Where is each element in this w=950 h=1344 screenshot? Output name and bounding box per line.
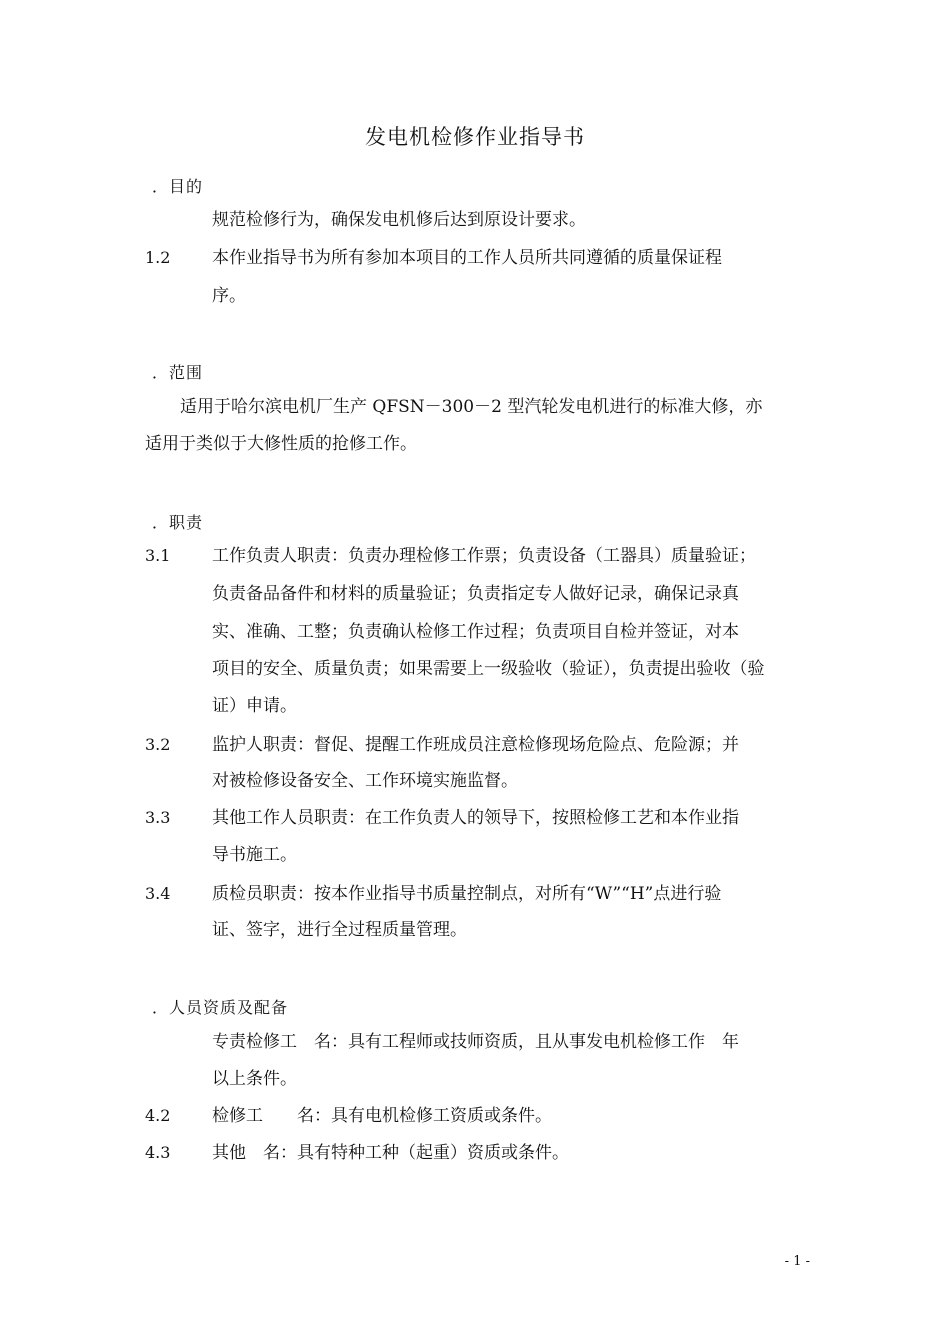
purpose-item-1-2-line-2: 序。 bbox=[212, 286, 246, 306]
duty-3-1-line-3: 实、准确、工整；负责确认检修工作过程；负责项目自检并签证，对本 bbox=[212, 622, 739, 642]
section-heading-purpose: ．目的 bbox=[152, 177, 204, 196]
duty-3-4-line-2: 证、签字，进行全过程质量管理。 bbox=[212, 920, 467, 940]
item-number-3-1: 3.1 bbox=[145, 546, 171, 565]
duty-3-2-line-1: 监护人职责：督促、提醒工作班成员注意检修现场危险点、危险源；并 bbox=[212, 735, 739, 755]
personnel-item-1-line-2: 以上条件。 bbox=[212, 1069, 297, 1089]
purpose-paragraph-1: 规范检修行为，确保发电机修后达到原设计要求。 bbox=[212, 210, 586, 230]
purpose-item-1-2-line-1: 本作业指导书为所有参加本项目的工作人员所共同遵循的质量保证程 bbox=[212, 248, 722, 268]
item-number-3-4: 3.4 bbox=[145, 884, 171, 903]
duty-3-1-line-1: 工作负责人职责：负责办理检修工作票；负责设备（工器具）质量验证； bbox=[212, 546, 756, 566]
personnel-item-4-3: 其他 名：具有特种工种（起重）资质或条件。 bbox=[212, 1143, 569, 1163]
scope-line-1: 适用于哈尔滨电机厂生产 QFSN－300－2 型汽轮发电机进行的标准大修，亦 bbox=[180, 397, 763, 417]
duty-3-3-line-2: 导书施工。 bbox=[212, 845, 297, 865]
personnel-item-1-line-1: 专责检修工 名：具有工程师或技师资质，且从事发电机检修工作 年 bbox=[212, 1032, 739, 1052]
section-heading-duties: ．职责 bbox=[152, 513, 204, 532]
item-number-1-2: 1.2 bbox=[145, 248, 171, 267]
duty-3-4-line-1: 质检员职责：按本作业指导书质量控制点，对所有“W”“H”点进行验 bbox=[212, 884, 722, 904]
personnel-item-4-2: 检修工 名：具有电机检修工资质或条件。 bbox=[212, 1106, 552, 1126]
duty-3-1-line-2: 负责备品备件和材料的质量验证；负责指定专人做好记录，确保记录真 bbox=[212, 584, 739, 604]
page-number: - 1 - bbox=[784, 1254, 810, 1269]
document-title: 发电机检修作业指导书 bbox=[365, 125, 585, 149]
section-heading-personnel: ．人员资质及配备 bbox=[152, 998, 289, 1017]
section-heading-scope: ．范围 bbox=[152, 363, 204, 382]
item-number-4-3: 4.3 bbox=[145, 1143, 171, 1162]
duty-3-1-line-4: 项目的安全、质量负责；如果需要上一级验收（验证），负责提出验收（验 bbox=[212, 659, 765, 679]
item-number-3-3: 3.3 bbox=[145, 808, 171, 827]
scope-line-2: 适用于类似于大修性质的抢修工作。 bbox=[145, 434, 417, 454]
duty-3-1-line-5: 证）申请。 bbox=[212, 696, 297, 716]
item-number-3-2: 3.2 bbox=[145, 735, 171, 754]
duty-3-3-line-1: 其他工作人员职责：在工作负责人的领导下，按照检修工艺和本作业指 bbox=[212, 808, 739, 828]
item-number-4-2: 4.2 bbox=[145, 1106, 171, 1125]
duty-3-2-line-2: 对被检修设备安全、工作环境实施监督。 bbox=[212, 771, 518, 791]
